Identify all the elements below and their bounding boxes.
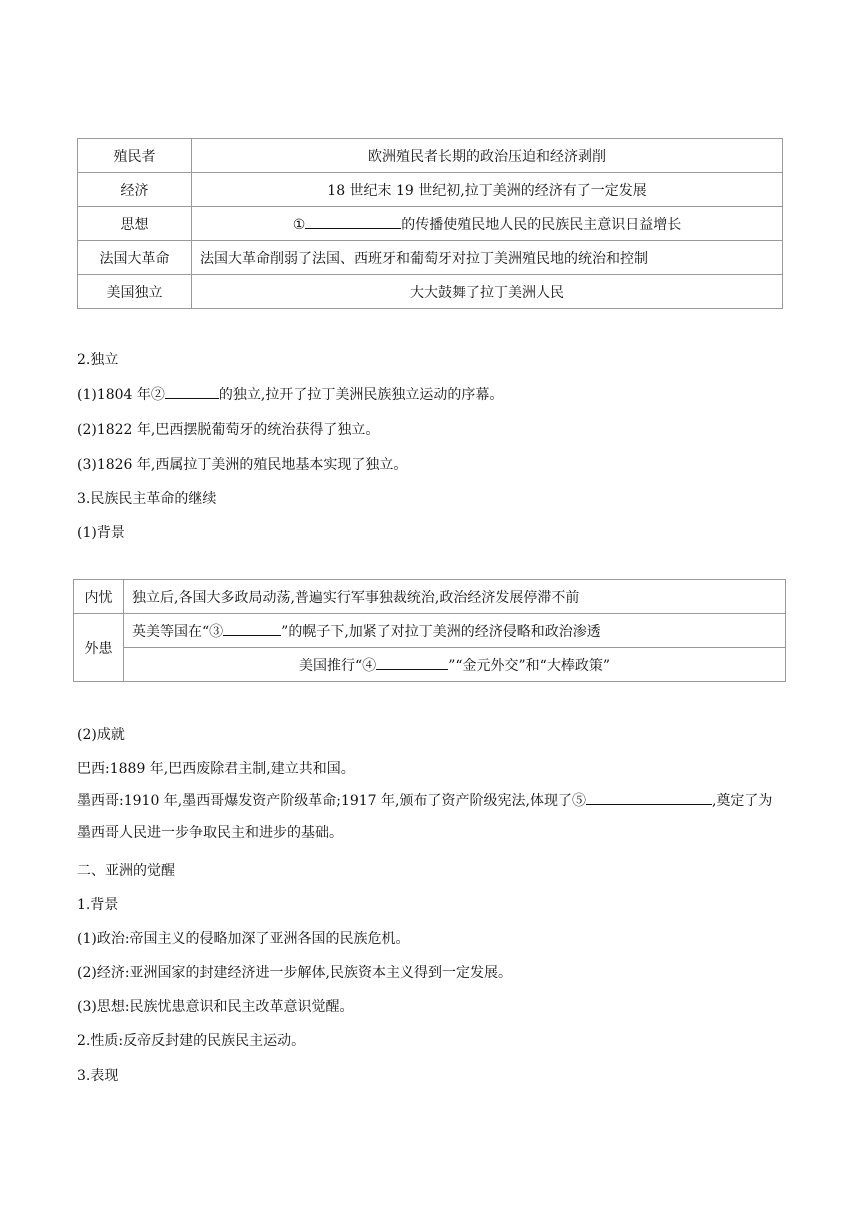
row-header: 殖民者 xyxy=(78,139,192,173)
row-content-text: ”“金元外交”和“大棒政策” xyxy=(448,657,610,674)
blank-number: ① xyxy=(292,216,306,233)
section-heading: 1.背景 xyxy=(77,897,119,913)
fill-blank-4[interactable] xyxy=(376,655,448,670)
row-header: 内忧 xyxy=(74,580,124,614)
row-content: 18 世纪末 19 世纪初,拉丁美洲的经济有了一定发展 xyxy=(192,173,783,207)
paragraph: (2)1822 年,巴西摆脱葡萄牙的统治获得了独立。 xyxy=(77,422,380,438)
paragraph xyxy=(77,785,783,849)
table-row xyxy=(78,241,783,275)
section-heading: 3.表现 xyxy=(77,1068,119,1084)
row-content xyxy=(124,614,786,648)
fill-blank-2[interactable] xyxy=(165,384,219,399)
fill-blank-1[interactable] xyxy=(305,214,401,229)
fill-blank-5[interactable] xyxy=(586,790,712,805)
subheading: (2)成就 xyxy=(77,727,125,743)
table-row xyxy=(78,275,783,309)
table-row xyxy=(74,648,786,682)
paragraph: (3)1826 年,西属拉丁美洲的殖民地基本实现了独立。 xyxy=(77,457,408,473)
paragraph xyxy=(77,384,503,404)
section-heading: 2.独立 xyxy=(77,352,119,368)
row-header: 美国独立 xyxy=(78,275,192,309)
row-content-text: 英美等国在“③ xyxy=(132,623,224,640)
paragraph-text: 的独立,拉开了拉丁美洲民族独立运动的序幕。 xyxy=(218,387,504,403)
row-header: 法国大革命 xyxy=(78,241,192,275)
row-header: 经济 xyxy=(78,173,192,207)
row-content-text: 美国推行“④ xyxy=(299,657,377,674)
table-row xyxy=(78,139,783,173)
paragraph-text: ,奠定了为墨西哥人民进一步争取民主和进步的基础。 xyxy=(77,793,773,841)
section-heading: 3.民族民主革命的继续 xyxy=(77,491,217,507)
row-content: 大大鼓舞了拉丁美洲人民 xyxy=(192,275,783,309)
table-row xyxy=(78,173,783,207)
paragraph-text: 墨西哥:1910 年,墨西哥爆发资产阶级革命;1917 年,颁布了资产阶级宪法,体现了⑤ xyxy=(77,793,586,809)
fill-blank-3[interactable] xyxy=(223,621,281,636)
paragraph-text: (1)1804 年② xyxy=(77,387,165,403)
paragraph: (2)经济:亚洲国家的封建经济进一步解体,民族资本主义得到一定发展。 xyxy=(77,965,512,981)
row-content-text: ”的幌子下,加紧了对拉丁美洲的经济侵略和政治渗透 xyxy=(281,623,601,640)
paragraph: (3)思想:民族忧患意识和民主改革意识觉醒。 xyxy=(77,999,354,1015)
paragraph: 2.性质:反帝反封建的民族民主运动。 xyxy=(77,1033,306,1049)
row-content: 法国大革命削弱了法国、西班牙和葡萄牙对拉丁美洲殖民地的统治和控制 xyxy=(192,241,783,275)
background-detail-table xyxy=(73,579,786,682)
row-content xyxy=(124,648,786,682)
table-row xyxy=(74,614,786,648)
subheading: (1)背景 xyxy=(77,525,125,541)
row-content xyxy=(192,207,783,241)
table-row xyxy=(78,207,783,241)
row-content: 独立后,各国大多政局动荡,普遍实行军事独裁统治,政治经济发展停滞不前 xyxy=(124,580,786,614)
background-table xyxy=(77,138,783,309)
row-header: 思想 xyxy=(78,207,192,241)
row-content-text: 的传播使殖民地人民的民族民主意识日益增长 xyxy=(401,216,682,233)
table-row xyxy=(74,580,786,614)
section-heading: 二、亚洲的觉醒 xyxy=(77,863,175,879)
row-content: 欧洲殖民者长期的政治压迫和经济剥削 xyxy=(192,139,783,173)
paragraph: 巴西:1889 年,巴西废除君主制,建立共和国。 xyxy=(77,761,355,777)
paragraph: (1)政治:帝国主义的侵略加深了亚洲各国的民族危机。 xyxy=(77,931,410,947)
row-header: 外患 xyxy=(74,614,124,682)
